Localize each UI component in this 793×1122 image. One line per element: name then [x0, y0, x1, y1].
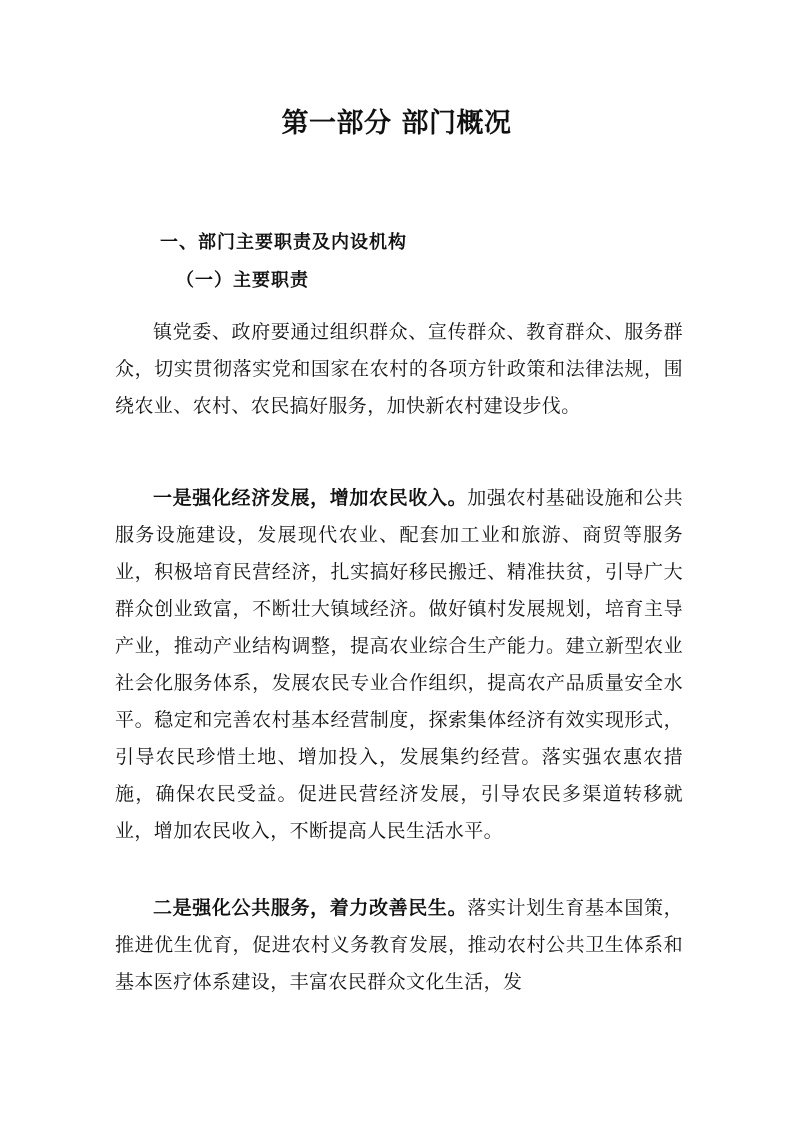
section-heading: 一、部门主要职责及内设机构: [160, 232, 407, 253]
subsection-heading: （一）主要职责: [176, 270, 309, 291]
paragraph-lead: 二是强化公共服务，着力改善民生。: [153, 897, 468, 919]
paragraph-public-service: [115, 890, 683, 1001]
paragraph-body: 加强农村基础设施和公共服务设施建设，发展现代农业、配套加工业和旅游、商贸等服务业，积极培育民营经济，扎实搞好移民搬迁、精准扶贫，引导广大群众创业致富，不断壮大镇域经济。做好镇村发展规划，培育主导产业，推动产业结构调整，提高农业综合生产能力。建立新型农业社会化服务体系，发展农民专业合作组织，提高农产品质量安全水平。稳定和完善农村基本经营制度，探索集体经济有效实现形式，引导农民珍惜土地、增加投入，发展集约经营。落实强农惠农措施，确保农民受益。促进民营经济发展，引导农民多渠道转移就业，增加农民收入，不断提高人民生活水平。: [115, 487, 683, 842]
paragraph-economic-development: [115, 480, 683, 850]
page-title: 第一部分 部门概况: [281, 108, 512, 139]
paragraph-duties-intro: [115, 314, 683, 425]
paragraph-body: 镇党委、政府要通过组织群众、宣传群众、教育群众、服务群众，切实贯彻落实党和国家在农村的各项方针政策和法律法规，围绕农业、农村、农民搞好服务，加快新农村建设步伐。: [115, 321, 683, 417]
paragraph-body: 落实计划生育基本国策，推进优生优育，促进农村义务教育发展，推动农村公共卫生体系和基本医疗体系建设，丰富农民群众文化生活，发: [115, 897, 683, 993]
paragraph-lead: 一是强化经济发展，增加农民收入。: [153, 487, 468, 509]
